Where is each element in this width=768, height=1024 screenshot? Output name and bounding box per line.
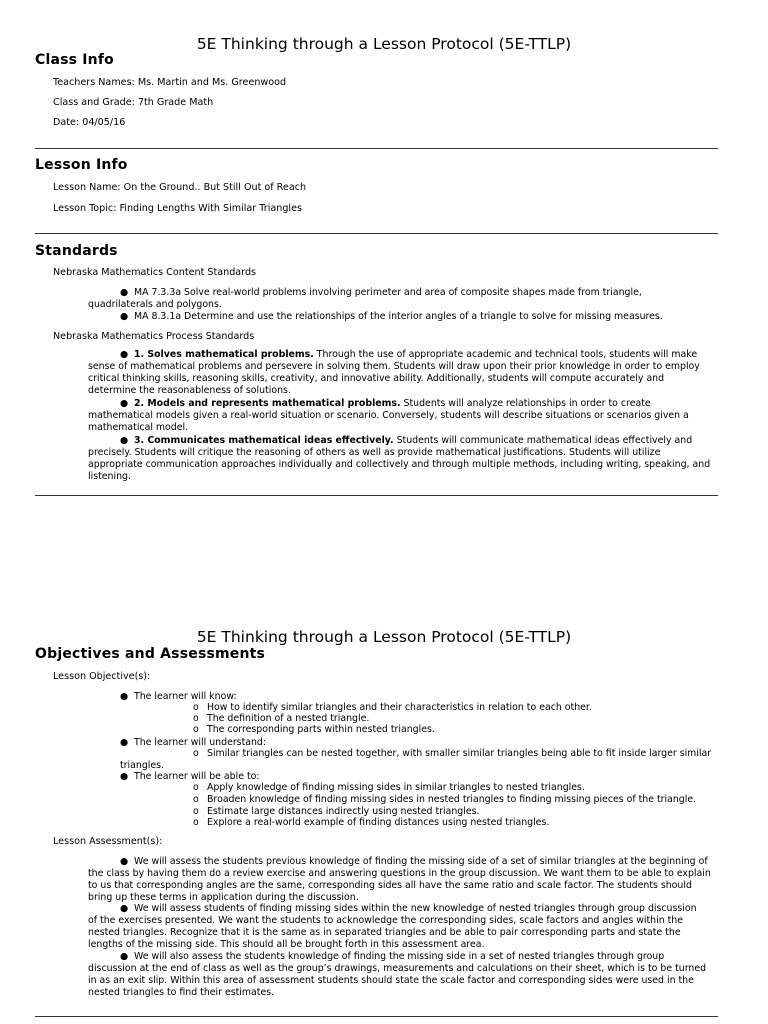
sub-list-item-continuation: triangles. [120,760,165,771]
standards-heading: Standards [35,243,118,259]
process-standard-2: ● 2. Models and represents mathematical problems. Students will analyze relationships in order to create mathematical models given a real-world situation or scenario. Conversely, students will describe situations or scenarios given a mathematical model. [88,398,689,433]
list-item-continuation: quadrilaterals and polygons. [88,299,222,310]
list-item: ● The learner will know: [120,691,237,702]
sub-list-item: o The corresponding parts within nested triangles. [193,724,435,735]
lesson-date: Date: 04/05/16 [53,117,126,128]
sub-list-item: o Broaden knowledge of finding missing sides in nested triangles to finding missing pieces of the triangle. [193,794,697,805]
process-standard-1: ● 1. Solves mathematical problems. Through the use of appropriate academic and technical tools, students will make sense of mathematical problems and persevere in solving them. Students will draw upon their prior knowledge in order to employ critical thinking skills, reasoning skills, creativity, and innovative ability. Additionally, students will compute accurately and determine the reasonableness of solutions. [88,349,700,396]
divider [35,233,718,234]
sub-list-item: o The definition of a nested triangle. [193,713,370,724]
document-title: 5E Thinking through a Lesson Protocol (5E-TTLP) [196,35,572,53]
teachers-names: Teachers Names: Ms. Martin and Ms. Greenwood [53,77,287,88]
process-standard-3: ● 3. Communicates mathematical ideas effectively. Students will communicate mathematical ideas effectively and precisely. Students will critique the reasoning of others as well as provide mathematical justifications. Students will utilize appropriate communication approaches individually and collectively and through multiple methods, including writing, speaking, and listening. [88,435,711,482]
divider [35,1016,718,1017]
class-and-grade: Class and Grade: 7th Grade Math [53,97,214,108]
assessment-item-1: ● We will assess the students previous knowledge of finding the missing side of a set of similar triangles at the beginning of the class by having them do a review exercise and answering questions in the group discussion. We want them to be able to explain to us that corresponding angles are the same, corresponding sides all have the same ratio and scale factor. The students should bring up these terms in application during the discussion. [88,856,711,903]
divider [35,148,718,149]
page2-title: 5E Thinking through a Lesson Protocol (5E-TTLP) [196,628,572,646]
class-info-heading: Class Info [35,52,114,68]
objectives-heading: Objectives and Assessments [35,646,266,662]
sub-list-item: o Apply knowledge of finding missing sides in similar triangles to nested triangles. [193,782,585,793]
divider [35,495,718,496]
assessment-item-3: ● We will also assess the students knowledge of finding the missing side in a set of nested triangles through group discussion at the end of class as well as the group’s drawings, measurements and calculations on their sheet, which is to be turned in as an exit slip. Within this area of assessment students should state the scale factor and corresponding sides were used in the nested triangles to find their estimates. [88,951,707,998]
sub-list-item: o Estimate large distances indirectly using nested triangles. [193,806,480,817]
lesson-info-heading: Lesson Info [35,157,128,173]
assessment-item-2: ● We will assess students of finding missing sides within the new knowledge of nested triangles through group discussion of the exercises presented. We want the students to acknowledge the corresponding sides, scale factors and angles within the nested triangles. Recognize that it is the same as in separated triangles and be able to pair corresponding parts and state the lengths of the missing side. This should all be brought forth in this assessment area. [88,903,697,950]
list-item: ● MA 8.3.1a Determine and use the relationships of the interior angles of a triangle to solve for missing measures. [120,311,663,322]
list-item: ● The learner will be able to: [120,771,260,782]
sub-list-item: o How to identify similar triangles and their characteristics in relation to each other. [193,702,592,713]
lesson-objectives-label: Lesson Objective(s): [53,671,151,682]
content-standards-label: Nebraska Mathematics Content Standards [53,267,257,278]
lesson-name: Lesson Name: On the Ground.. But Still Out of Reach [53,182,307,193]
lesson-topic: Lesson Topic: Finding Lengths With Similar Triangles [53,203,302,214]
lesson-assessments-label: Lesson Assessment(s): [53,836,163,847]
list-item: ● The learner will understand: [120,737,267,748]
sub-list-item: o Explore a real-world example of finding distances using nested triangles. [193,817,550,828]
process-standards-label: Nebraska Mathematics Process Standards [53,331,255,342]
sub-list-item: o Similar triangles can be nested together, with smaller similar triangles being able to fit inside larger similar [193,748,712,759]
list-item: ● MA 7.3.3a Solve real-world problems involving perimeter and area of composite shapes made from triangle, [120,287,642,298]
